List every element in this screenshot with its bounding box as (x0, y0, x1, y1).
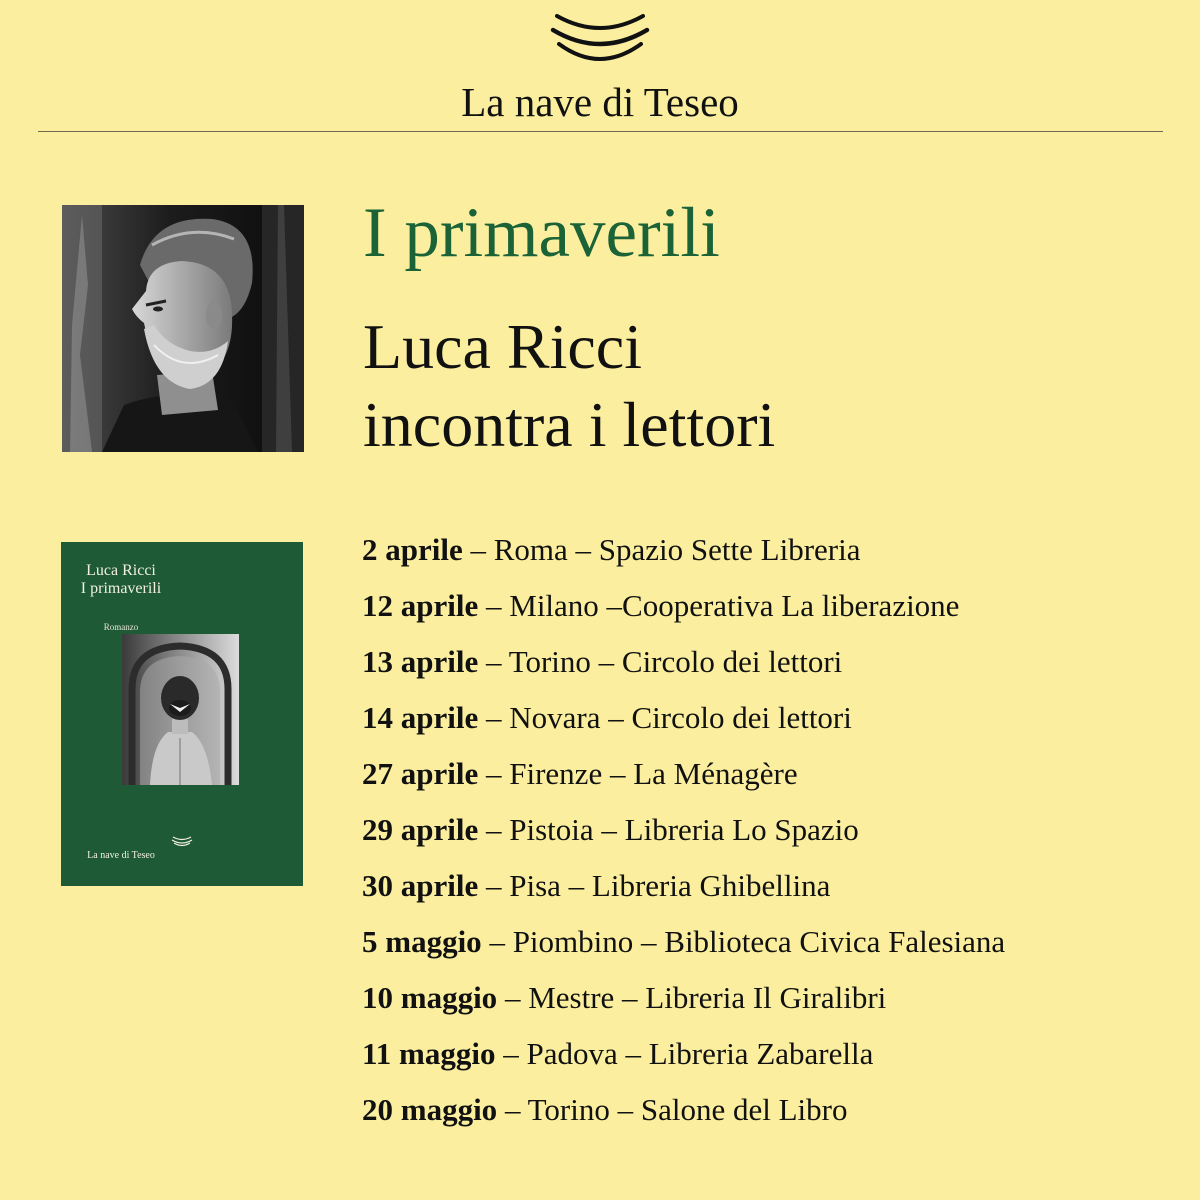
event-date: 10 maggio (362, 980, 498, 1015)
event-place: – Pistoia – Libreria Lo Spazio (478, 812, 859, 847)
author-name-heading: Luca Ricci (363, 311, 642, 382)
event-item (362, 642, 1005, 698)
event-date: 29 aprile (362, 812, 479, 847)
event-place: – Padova – Libreria Zabarella (495, 1036, 874, 1071)
event-item (362, 530, 1005, 586)
event-heading (363, 308, 775, 464)
event-date: 20 maggio (362, 1092, 498, 1127)
event-date: 12 aprile (362, 588, 479, 623)
cover-logo-icon (171, 835, 193, 847)
events-list (362, 530, 1005, 1146)
cover-publisher: La nave di Teseo (87, 850, 155, 861)
header-divider (38, 131, 1163, 132)
cover-title: I primaverili (80, 580, 162, 597)
event-place: – Novara – Circolo dei lettori (478, 700, 852, 735)
boat-arcs-icon (549, 12, 651, 68)
event-date: 13 aprile (362, 644, 479, 679)
event-place: – Torino – Salone del Libro (497, 1092, 848, 1127)
event-date: 14 aprile (362, 700, 479, 735)
event-subheading: incontra i lettori (363, 389, 776, 460)
event-item (362, 754, 1005, 810)
event-item (362, 922, 1005, 978)
event-place: – Firenze – La Ménagère (478, 756, 798, 791)
event-date: 30 aprile (362, 868, 479, 903)
event-item (362, 1090, 1005, 1146)
publisher-name: La nave di Teseo (461, 79, 739, 125)
event-date: 11 maggio (362, 1036, 496, 1071)
event-item (362, 866, 1005, 922)
cover-author: Luca Ricci (86, 562, 156, 579)
event-place: – Torino – Circolo dei lettori (478, 644, 843, 679)
event-place: – Piombino – Biblioteca Civica Falesiana (481, 924, 1006, 959)
event-place: – Mestre – Libreria Il Giralibri (497, 980, 887, 1015)
event-place: – Pisa – Libreria Ghibellina (478, 868, 831, 903)
event-item (362, 1034, 1005, 1090)
event-date: 5 maggio (362, 924, 482, 959)
event-place: – Milano –Cooperativa La liberazione (478, 588, 960, 623)
author-photo (62, 205, 304, 452)
event-item (362, 810, 1005, 866)
event-item (362, 698, 1005, 754)
cover-genre: Romanzo (103, 622, 139, 632)
event-date: 2 aprile (362, 532, 463, 567)
cover-photo (122, 634, 239, 785)
book-title: I primaverili (363, 194, 720, 272)
event-item (362, 978, 1005, 1034)
event-place: – Roma – Spazio Sette Libreria (462, 532, 861, 567)
event-date: 27 aprile (362, 756, 479, 791)
event-item (362, 586, 1005, 642)
